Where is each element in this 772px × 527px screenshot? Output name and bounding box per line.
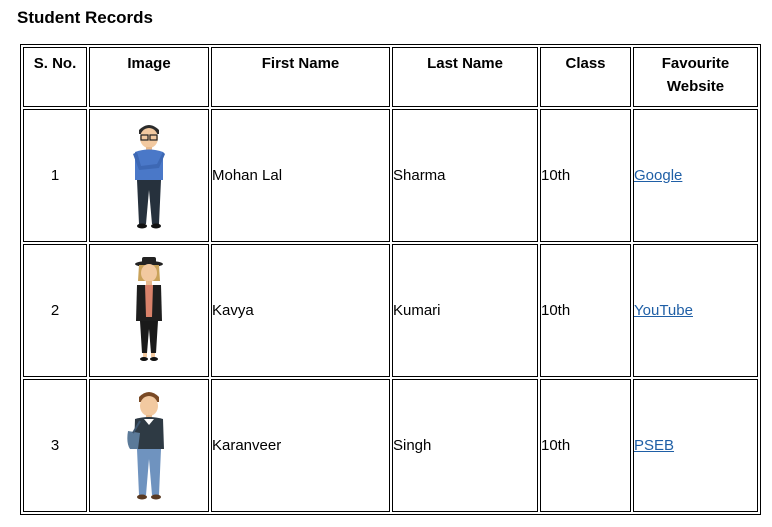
student-avatar-girl-hat-icon [90,255,208,367]
cell-class: 10th [540,244,631,377]
cell-first-name: Kavya [211,244,390,377]
table-row [23,379,758,512]
cell-last-name: Kumari [392,244,538,377]
header-sno: S. No. [23,47,87,107]
student-records-table [20,44,761,515]
cell-favourite-website [633,379,758,512]
header-image: Image [89,47,209,107]
table-row [23,244,758,377]
website-link-youtube[interactable]: YouTube [634,302,693,319]
cell-first-name: Mohan Lal [211,109,390,242]
student-avatar-boy-bag-icon [90,387,208,505]
cell-class: 10th [540,379,631,512]
header-last-name: Last Name [392,47,538,107]
cell-first-name: Karanveer [211,379,390,512]
cell-image [89,379,209,512]
cell-image [89,244,209,377]
header-class: Class [540,47,631,107]
header-first-name: First Name [211,47,390,107]
cell-favourite-website [633,244,758,377]
cell-last-name: Singh [392,379,538,512]
cell-class: 10th [540,109,631,242]
header-favourite-website: Favourite Website [633,47,758,107]
cell-favourite-website [633,109,758,242]
student-avatar-boy-glasses-icon [90,120,208,232]
website-link-google[interactable]: Google [634,167,683,184]
header-row [23,47,758,107]
table-row [23,109,758,242]
cell-sno: 3 [23,379,87,512]
cell-last-name: Sharma [392,109,538,242]
cell-image [89,109,209,242]
website-link-pseb[interactable]: PSEB [634,437,675,454]
cell-sno: 2 [23,244,87,377]
page-title: Student Records [17,8,154,27]
cell-sno: 1 [23,109,87,242]
